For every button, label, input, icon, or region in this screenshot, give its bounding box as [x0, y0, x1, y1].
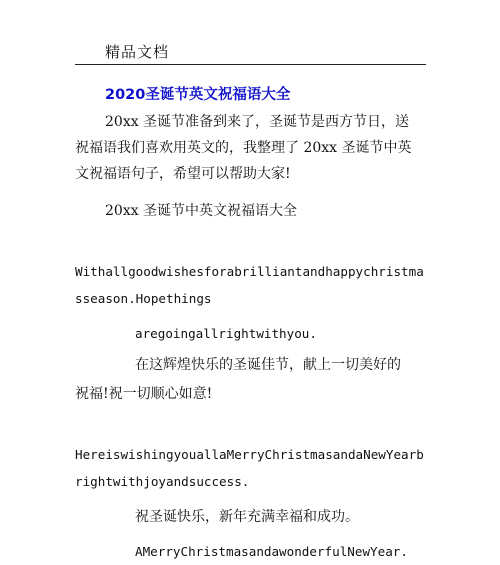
document-title: 2020圣诞节英文祝福语大全 — [105, 87, 291, 103]
intro-line-3: 文祝福语句子，希望可以帮助大家! — [75, 166, 291, 182]
intro-line-2: 祝福语我们喜欢用英文的，我整理了 20xx 圣诞节中英 — [75, 140, 412, 156]
blessing-1-english-line-2: sseason.Hopethings — [75, 291, 212, 306]
blessing-3-english-line-1: AMerryChristmasandawonderfulNewYear. — [135, 544, 408, 559]
blessing-1-chinese-line-1: 在这辉煌快乐的圣诞佳节，献上一切美好的 — [135, 357, 401, 373]
blessing-2-chinese-line-1: 祝圣诞快乐，新年充满幸福和成功。 — [135, 509, 359, 525]
blessing-1-english-line-1: Withallgoodwishesforabrilliantandhappychristma — [75, 264, 424, 279]
blessing-2-english-line-2: rightwithjoyandsuccess. — [75, 474, 250, 489]
blessing-1-english-line-3: aregoingallrightwithyou. — [135, 326, 317, 341]
section-subtitle: 20xx 圣诞节中英文祝福语大全 — [105, 203, 298, 219]
blessing-1-chinese-line-2: 祝福!祝一切顺心如意! — [75, 386, 213, 402]
header-divider — [75, 64, 426, 65]
page-header: 精品文档 — [105, 43, 170, 61]
blessing-2-english-line-1: HereiswishingyouallaMerryChristmasandaNewYearb — [75, 447, 424, 462]
intro-line-1: 20xx 圣诞节准备到来了，圣诞节是西方节日，送 — [105, 114, 410, 130]
